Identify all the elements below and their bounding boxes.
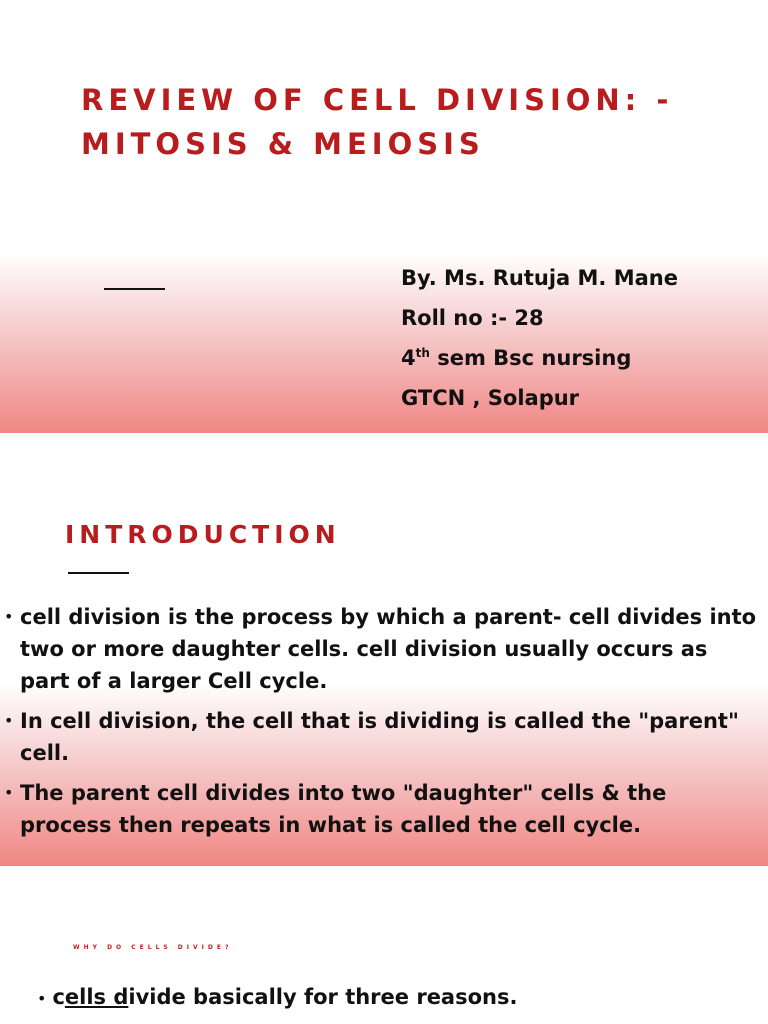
introduction-slide: [0, 433, 768, 866]
bullet-list: [4, 601, 764, 849]
semester-suffix: th: [415, 346, 430, 360]
list-item-text: In cell division, the cell that is dividing is called the "parent" cell.: [20, 709, 739, 765]
list-item-text: The parent cell divides into two "daughter" cells & the process then repeats in what is called the cell cycle.: [20, 781, 667, 837]
bullet-text-underlined: ells d: [64, 985, 129, 1009]
author-block: [401, 262, 678, 422]
semester-line: [401, 342, 678, 382]
bullet-text-end: ivide basically for three reasons.: [128, 985, 518, 1009]
bullet-icon: •: [4, 607, 14, 626]
semester-number: 4: [401, 346, 416, 370]
list-item: [37, 983, 517, 1013]
list-item: [4, 601, 764, 697]
title-underline: [104, 288, 165, 290]
title-underline: [68, 572, 129, 574]
list-item-text: cell division is the process by which a parent- cell divides into two or more daughter cells. cell division usually occurs as part of a larger Cell cycle.: [20, 605, 757, 693]
bullet-icon: •: [37, 989, 47, 1008]
bullet-icon: •: [4, 711, 14, 730]
slide-title: REVIEW OF CELL DIVISION: - MITOSIS & MEIOSIS: [81, 83, 674, 161]
roll-line: Roll no :- 28: [401, 306, 544, 330]
bullet-icon: •: [4, 783, 14, 802]
list-item: [4, 705, 764, 769]
author-line: By. Ms. Rutuja M. Mane: [401, 266, 678, 290]
slide-title: INTRODUCTION: [65, 520, 341, 549]
list-item: [4, 777, 764, 841]
college-line: GTCN , Solapur: [401, 386, 580, 410]
why-cells-divide-slide: [0, 866, 768, 1024]
slide-title: WHY DO CELLS DIVIDE?: [73, 944, 233, 951]
semester-text: sem Bsc nursing: [429, 346, 632, 370]
title-slide: [0, 0, 768, 433]
bullet-text-start: c: [52, 985, 65, 1009]
